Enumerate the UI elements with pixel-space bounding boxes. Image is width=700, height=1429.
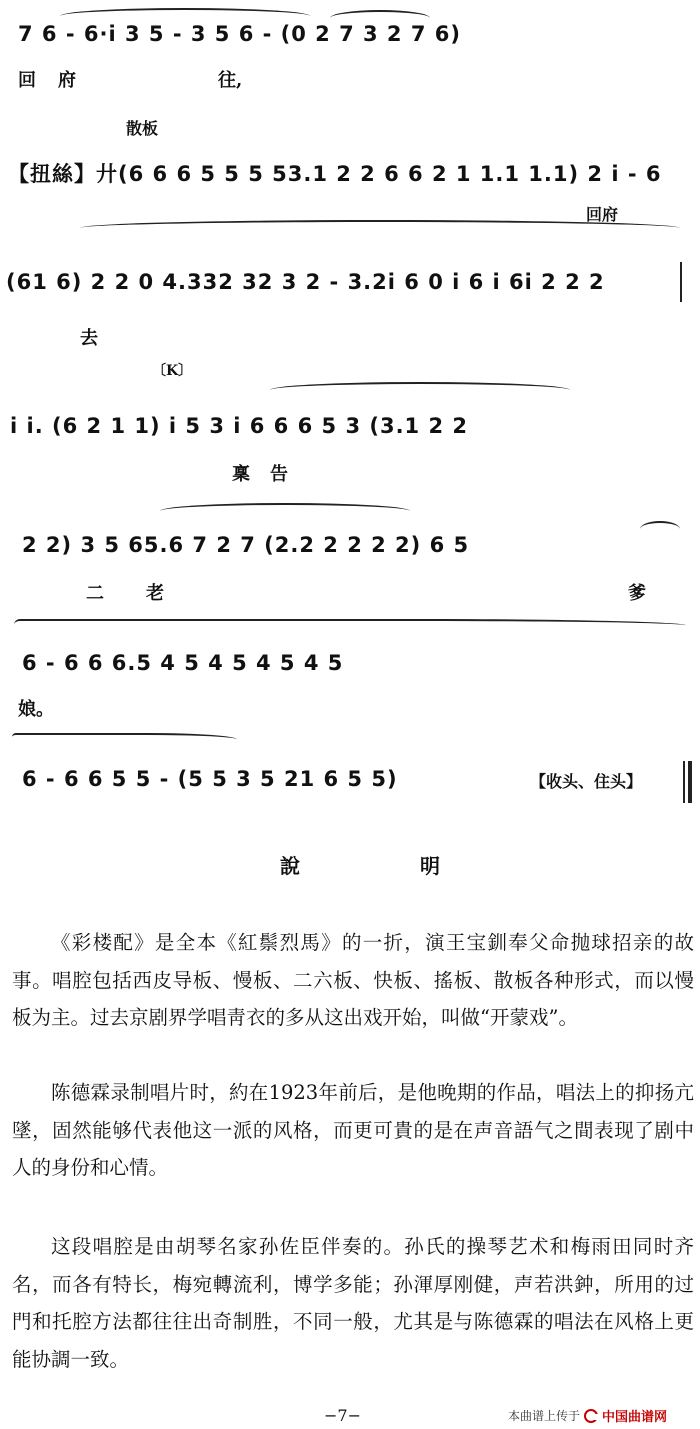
notation-line: 2 2) 3 5 65.6 7 2 7 (2.2 2 2 2 2) 6 5 <box>22 533 470 557</box>
final-barline-thick <box>688 761 692 803</box>
final-barline-thin <box>683 761 685 803</box>
tempo-marking: 散板 <box>126 119 159 138</box>
barline <box>680 262 682 302</box>
notation-line: 7 6 - 6·i 3 5 - 3 5 6 - (0 2 7 3 2 7 6) <box>18 22 461 46</box>
paragraph-1: 《彩楼配》是全本《紅鬃烈馬》的一折，演王宝釧奉父命抛球招亲的故事。唱腔包括西皮导板、慢板、二六板、快板、搖板、散板各种形式，而以慢板为主。过去京剧界学唱靑衣的多从这出戏开始，叫做“开蒙戏”。 <box>12 931 694 1029</box>
source-credit <box>508 1406 667 1425</box>
site-logo-text: 中国曲谱网 <box>602 1410 668 1425</box>
ending-marker: 【收头、住头】 <box>530 772 643 791</box>
lyric: 回 <box>18 70 36 91</box>
section-title <box>280 850 440 879</box>
lyric: 往, <box>218 70 243 91</box>
notation-line: i i. (6 2 1 1) i 5 3 i 6 6 6 5 3 (3.1 2 2 <box>10 414 469 438</box>
slur <box>12 733 237 749</box>
lyric: 告 <box>270 464 288 485</box>
credit-text: 本曲谱上传于 <box>508 1409 581 1423</box>
lyric: 去 <box>80 328 98 349</box>
slur <box>80 220 680 236</box>
lyric: 二 <box>86 583 104 604</box>
page-number: −7− <box>324 1406 361 1425</box>
lyric: 娘。 <box>18 699 54 720</box>
section-title-char: 說 <box>280 854 300 878</box>
score-mark: 〔K〕 <box>152 363 193 379</box>
notation-line: 6 - 6 6 5 5 - (5 5 3 5 21 6 5 5) <box>22 767 398 791</box>
paragraph-2: 陈德霖录制唱片时，約在1923年前后，是他晚期的作品，唱法上的抑扬亢墜，固然能够代表他这一派的风格，而更可貴的是在声音語气之間表现了剧中人的身份和心情。 <box>12 1081 694 1179</box>
slur <box>270 382 570 398</box>
notation-line: (61 6) 2 2 0 4.332 32 3 2 - 3.2i 6 0 i 6 i 6i 2 2 2 <box>6 270 605 294</box>
slur <box>160 503 410 519</box>
section-title-char: 明 <box>420 854 440 878</box>
notation-line: 6 - 6 6 6.5 4 5 4 5 4 5 4 5 <box>22 651 344 675</box>
paragraph-3: 这段唱腔是由胡琴名家孙佐臣伴奏的。孙氏的操琴艺术和梅雨田同时齐名，而各有特长，梅宛轉流利，博学多能；孙渾厚刚健，声若洪鈡，所用的过門和托腔方法都往往出奇制胜，不同一般，尤其是与陈德霖的唱法在风格上更能协調一致。 <box>12 1235 694 1371</box>
slur <box>14 619 686 635</box>
lyric: 稟 <box>232 464 250 485</box>
lyric: 府 <box>58 70 76 91</box>
lyric: 爹 <box>628 583 646 604</box>
lyric: 回府 <box>586 205 619 224</box>
notation-line: 【扭絲】廾(6 6 6 5 5 5 53.1 2 2 6 6 2 1 1.1 1.1) 2 i - 6 <box>8 162 662 186</box>
site-logo-icon <box>584 1409 598 1423</box>
lyric: 老 <box>146 583 164 604</box>
